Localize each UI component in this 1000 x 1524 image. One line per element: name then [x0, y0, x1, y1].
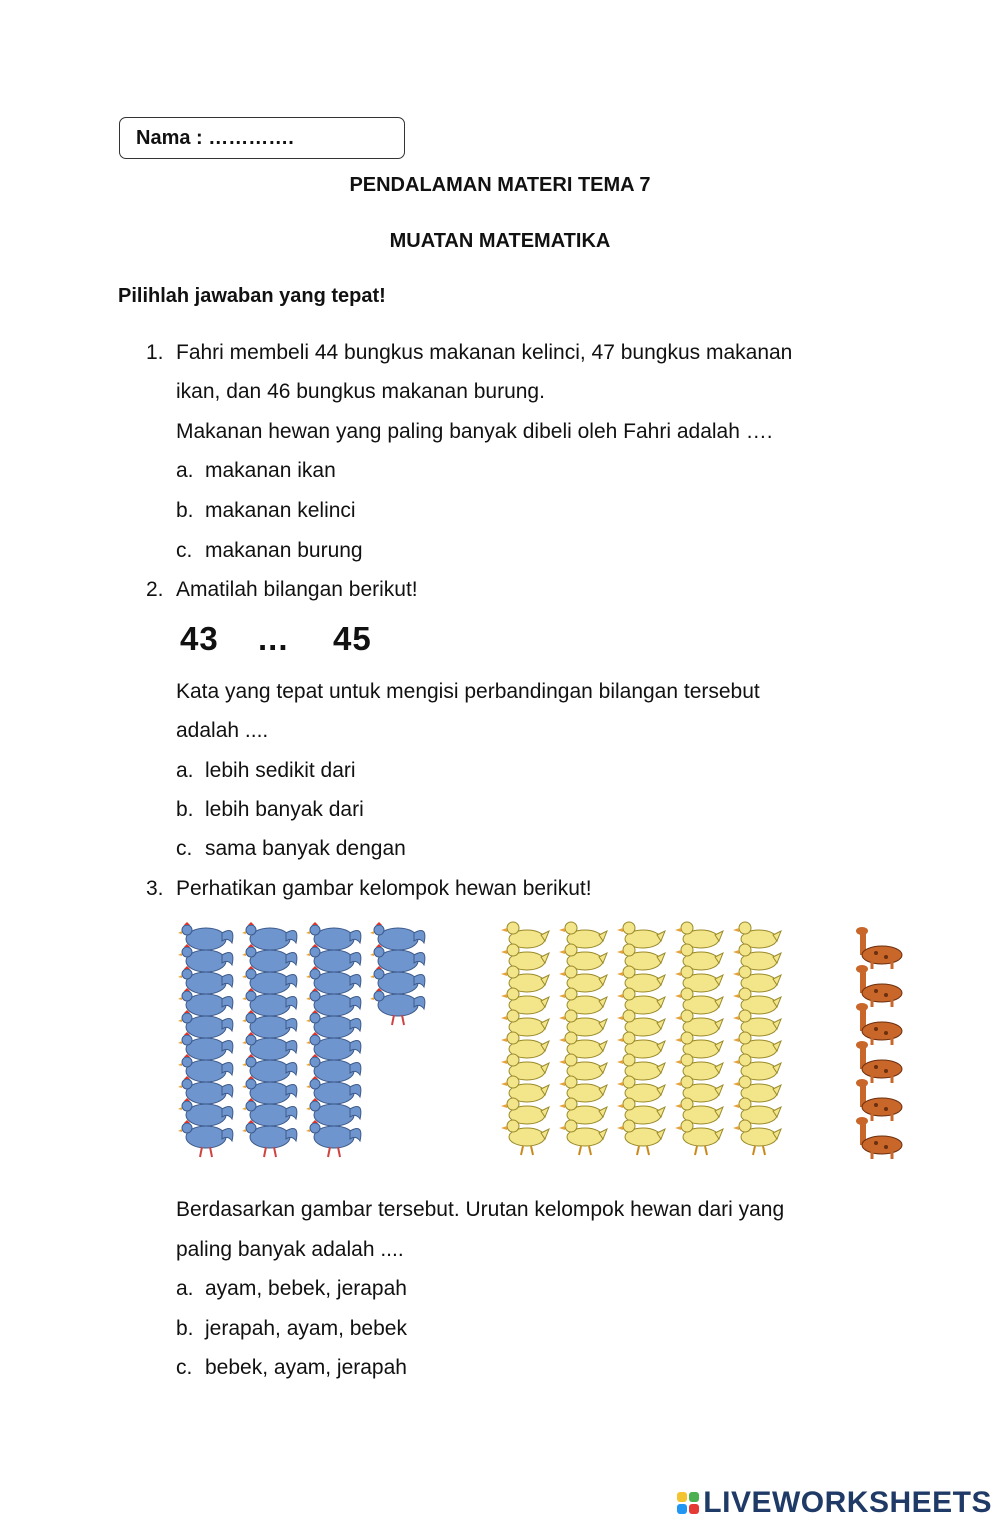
option-letter: c.: [176, 539, 193, 562]
question-number: 3.: [146, 877, 164, 900]
duck-icon: [559, 922, 607, 948]
question-text: Berdasarkan gambar tersebut. Urutan kelompok hewan dari yang: [176, 1198, 785, 1221]
chicken-icon: [178, 1120, 233, 1157]
chicken-column: [306, 922, 361, 1157]
giraffe-icon: [856, 965, 902, 1007]
duck-icon: [675, 1120, 723, 1155]
option-text[interactable]: ayam, bebek, jerapah: [205, 1277, 407, 1300]
giraffe-icon: [856, 927, 902, 969]
duck-icon: [675, 922, 723, 948]
option-text[interactable]: makanan kelinci: [205, 499, 356, 522]
duck-column: [559, 922, 607, 1155]
option-text[interactable]: makanan ikan: [205, 459, 336, 482]
animal-groups-figure: [170, 915, 930, 1180]
option-letter: b.: [176, 798, 194, 821]
option-letter: c.: [176, 837, 193, 860]
duck-icon: [617, 1120, 665, 1155]
chicken-column: [370, 922, 425, 1025]
comparison-right-number: 45: [333, 620, 372, 657]
comparison-blank[interactable]: ...: [258, 620, 289, 657]
question-text: Makanan hewan yang paling banyak dibeli oleh Fahri adalah ….: [176, 420, 773, 443]
duck-column: [675, 922, 723, 1155]
giraffe-icon: [856, 1041, 902, 1083]
instruction: Pilihlah jawaban yang tepat!: [118, 285, 386, 307]
option-text[interactable]: makanan burung: [205, 539, 363, 562]
option-text[interactable]: lebih sedikit dari: [205, 759, 356, 782]
chicken-icon: [306, 1120, 361, 1157]
option-letter: b.: [176, 499, 194, 522]
giraffe-column: [856, 927, 902, 1159]
duck-icon: [617, 922, 665, 948]
chicken-icon: [242, 1120, 297, 1157]
question-prompt: Amatilah bilangan berikut!: [176, 578, 418, 601]
duck-column: [733, 922, 781, 1155]
chicken-column: [178, 922, 233, 1157]
question-prompt: Perhatikan gambar kelompok hewan berikut!: [176, 877, 592, 900]
question-text: Kata yang tepat untuk mengisi perbandingan bilangan tersebut: [176, 680, 760, 703]
option-letter: c.: [176, 1356, 193, 1379]
option-text[interactable]: sama banyak dengan: [205, 837, 406, 860]
giraffe-icon: [856, 1079, 902, 1121]
duck-icon: [733, 1120, 781, 1155]
chicken-icon: [370, 988, 425, 1025]
option-text[interactable]: jerapah, ayam, bebek: [205, 1317, 407, 1340]
option-letter: a.: [176, 459, 194, 482]
option-text[interactable]: bebek, ayam, jerapah: [205, 1356, 407, 1379]
chicken-column: [242, 922, 297, 1157]
duck-icon: [559, 1120, 607, 1155]
question-number: 1.: [146, 341, 164, 364]
worksheet-subtitle: MUATAN MATEMATIKA: [389, 230, 611, 252]
duck-icon: [501, 1120, 549, 1155]
brand-logo-icon: [677, 1492, 699, 1514]
option-letter: b.: [176, 1317, 194, 1340]
giraffe-icon: [856, 1117, 902, 1159]
question-text: adalah ....: [176, 719, 269, 742]
question-text: paling banyak adalah ....: [176, 1238, 404, 1261]
question-number: 2.: [146, 578, 164, 601]
question-text: ikan, dan 46 bungkus makanan burung.: [176, 380, 545, 403]
option-text[interactable]: lebih banyak dari: [205, 798, 364, 821]
giraffe-icon: [856, 1003, 902, 1045]
comparison-left-number: 43: [180, 620, 219, 657]
name-label: Nama : ………….: [136, 127, 294, 149]
option-letter: a.: [176, 1277, 194, 1300]
question-text: Fahri membeli 44 bungkus makanan kelinci, 47 bungkus makanan: [176, 341, 793, 364]
duck-column: [617, 922, 665, 1155]
liveworksheets-brand: [677, 1486, 992, 1520]
duck-icon: [501, 922, 549, 948]
duck-column: [501, 922, 549, 1155]
option-letter: a.: [176, 759, 194, 782]
worksheet-title: PENDALAMAN MATERI TEMA 7: [349, 174, 651, 196]
brand-text: LIVEWORKSHEETS: [703, 1486, 992, 1519]
duck-icon: [733, 922, 781, 948]
name-box: [119, 117, 405, 159]
